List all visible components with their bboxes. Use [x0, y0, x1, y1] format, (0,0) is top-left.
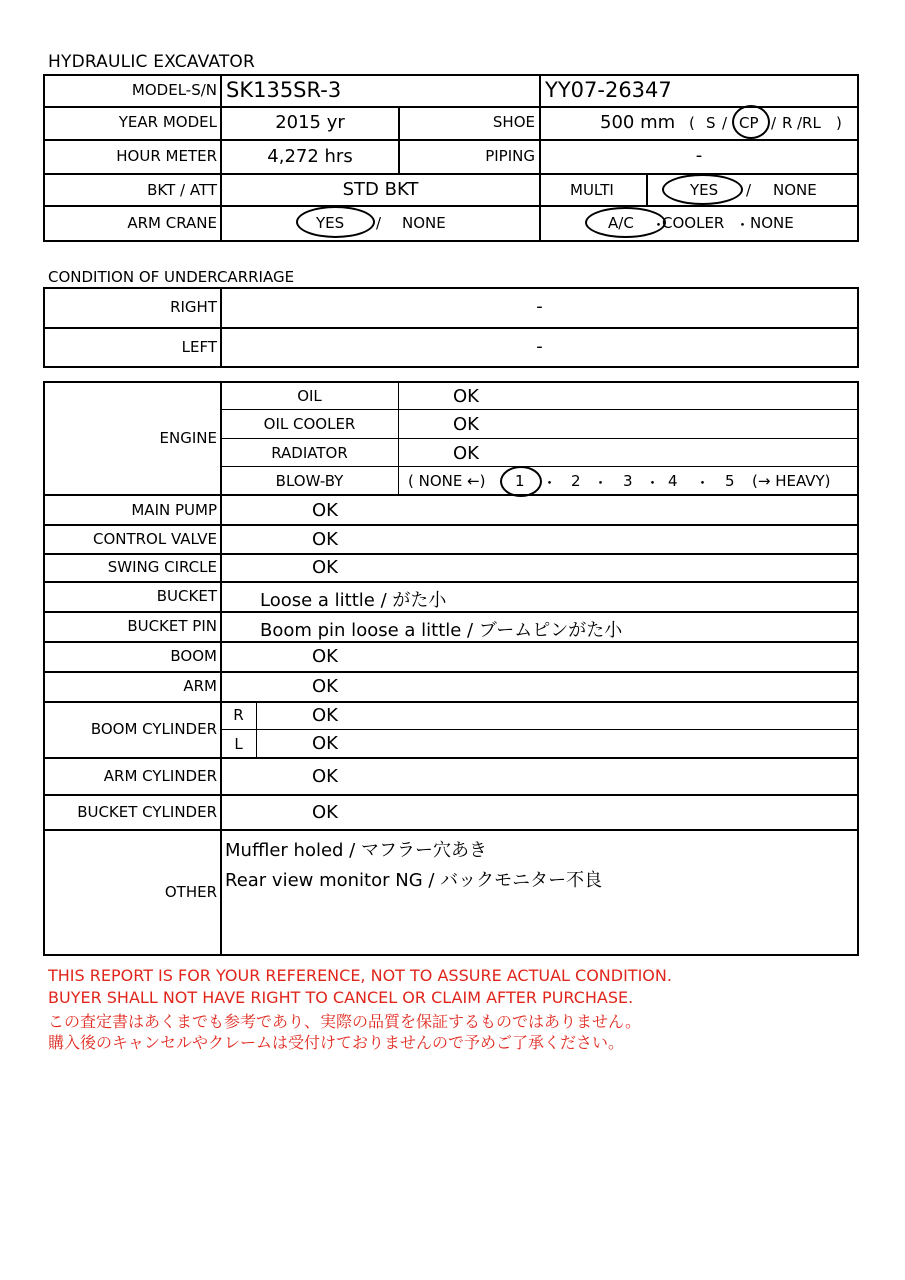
swing-circle-label: SWING CIRCLE	[107, 558, 217, 576]
ac-option: A/C	[608, 214, 634, 232]
bucket-value: Loose a little / がた小	[260, 590, 447, 611]
blowby-separator: ・	[695, 474, 711, 492]
report-title: HYDRAULIC EXCAVATOR	[48, 52, 256, 72]
arm-crane-option-none: NONE	[402, 214, 446, 232]
arm-crane-slash: /	[376, 214, 382, 232]
disclaimer-line: THIS REPORT IS FOR YOUR REFERENCE, NOT TO ASSURE ACTUAL CONDITION.	[48, 966, 672, 985]
bucket-pin-label: BUCKET PIN	[127, 617, 217, 635]
boom-label: BOOM	[170, 647, 217, 665]
arm-label: ARM	[183, 677, 217, 695]
blowby-separator: ・	[542, 474, 558, 492]
boom-value: OK	[312, 646, 338, 667]
blowby-level-5: 5	[725, 472, 735, 490]
shoe-option-s: S	[706, 114, 716, 132]
bucket-cylinder-value: OK	[312, 802, 338, 823]
piping-label: PIPING	[485, 147, 535, 165]
arm-cylinder-value: OK	[312, 766, 338, 787]
undercarriage-heading: CONDITION OF UNDERCARRIAGE	[48, 268, 295, 286]
undercarriage-right-label: RIGHT	[170, 298, 217, 316]
arm-value: OK	[312, 676, 338, 697]
main-pump-label: MAIN PUMP	[131, 501, 217, 519]
blowby-separator: ・	[593, 474, 609, 492]
control-valve-value: OK	[312, 529, 338, 550]
blowby-level-3: 3	[623, 472, 633, 490]
arm-cylinder-label: ARM CYLINDER	[103, 767, 217, 785]
undercarriage-left-value: -	[536, 336, 543, 357]
shoe-slash: /	[722, 114, 728, 132]
undercarriage-right-value: -	[536, 296, 543, 317]
multi-slash: /	[746, 181, 752, 199]
shoe-slash: /	[771, 114, 777, 132]
boom-cylinder-left-label: L	[234, 735, 243, 753]
engine-oil-value: OK	[453, 386, 479, 407]
main-pump-value: OK	[312, 500, 338, 521]
engine-label: ENGINE	[159, 429, 217, 447]
year-model-value: 2015 yr	[275, 112, 345, 133]
boom-cylinder-label: BOOM CYLINDER	[90, 720, 217, 738]
shoe-open-paren: (	[689, 114, 695, 132]
blowby-level-4: 4	[668, 472, 678, 490]
radiator-label: RADIATOR	[271, 444, 348, 462]
arm-crane-yes-circle-mark	[296, 206, 375, 238]
shoe-cp-circle-mark	[732, 105, 770, 139]
shoe-option-r: R	[782, 114, 793, 132]
blowby-scale-start: ( NONE ←)	[408, 472, 486, 490]
shoe-close-paren: )	[836, 114, 842, 132]
bkt-att-value: STD BKT	[342, 179, 419, 200]
bucket-pin-value: Boom pin loose a little / ブームピンがた小	[260, 620, 623, 641]
shoe-label: SHOE	[492, 113, 535, 131]
piping-value: -	[695, 145, 703, 166]
serial-number: YY07-26347	[545, 78, 672, 102]
other-note: Rear view monitor NG / バックモニター不良	[225, 870, 603, 891]
disclaimer-line: BUYER SHALL NOT HAVE RIGHT TO CANCEL OR CLAIM AFTER PURCHASE.	[48, 988, 634, 1007]
oil-cooler-label: OIL COOLER	[263, 415, 356, 433]
multi-option-none: NONE	[773, 181, 817, 199]
multi-option-yes: YES	[690, 181, 719, 199]
blowby-separator: ・	[645, 474, 661, 492]
hour-meter-value: 4,272 hrs	[267, 146, 353, 167]
undercarriage-left-label: LEFT	[181, 338, 217, 356]
shoe-width: 500 mm	[600, 112, 676, 133]
control-valve-label: CONTROL VALVE	[92, 530, 217, 548]
arm-crane-label: ARM CRANE	[127, 214, 217, 232]
multi-label: MULTI	[570, 181, 614, 199]
engine-oil-label: OIL	[297, 387, 322, 405]
disclaimer-line: 購入後のキャンセルやクレームは受付けておりませんので予めご了承ください。	[48, 1033, 625, 1052]
boom-cylinder-right-value: OK	[312, 705, 338, 726]
other-label: OTHER	[164, 883, 217, 901]
bucket-cylinder-label: BUCKET CYLINDER	[77, 803, 217, 821]
multi-yes-circle-mark	[662, 174, 743, 205]
swing-circle-value: OK	[312, 557, 338, 578]
radiator-value: OK	[453, 443, 479, 464]
boom-cylinder-right-label: R	[233, 706, 244, 724]
disclaimer-line: この査定書はあくまでも参考であり、実際の品質を保証するものではありません。	[48, 1012, 641, 1031]
other-note: Muffler holed / マフラー穴あき	[225, 840, 487, 861]
blowby-level-1-circle-mark	[500, 466, 542, 497]
oil-cooler-value: OK	[453, 414, 479, 435]
blowby-label: BLOW-BY	[275, 472, 344, 490]
blowby-scale-end: (→ HEAVY)	[752, 472, 831, 490]
ac-option-none: NONE	[750, 214, 794, 232]
ac-separator: ・	[651, 216, 667, 234]
arm-crane-option-yes: YES	[316, 214, 345, 232]
blowby-level-2: 2	[571, 472, 581, 490]
bkt-att-label: BKT / ATT	[147, 181, 217, 199]
blowby-level-1: 1	[515, 472, 525, 490]
model-value: SK135SR-3	[226, 78, 342, 102]
shoe-option-rl: /RL	[797, 114, 821, 132]
hour-meter-label: HOUR METER	[116, 147, 217, 165]
bucket-label: BUCKET	[156, 587, 217, 605]
shoe-option-cp: CP	[739, 114, 759, 132]
model-sn-label: MODEL-S/N	[131, 81, 217, 99]
boom-cylinder-left-value: OK	[312, 733, 338, 754]
cooler-option: COOLER	[662, 214, 725, 232]
ac-separator: ・	[735, 216, 751, 234]
year-model-label: YEAR MODEL	[118, 113, 217, 131]
